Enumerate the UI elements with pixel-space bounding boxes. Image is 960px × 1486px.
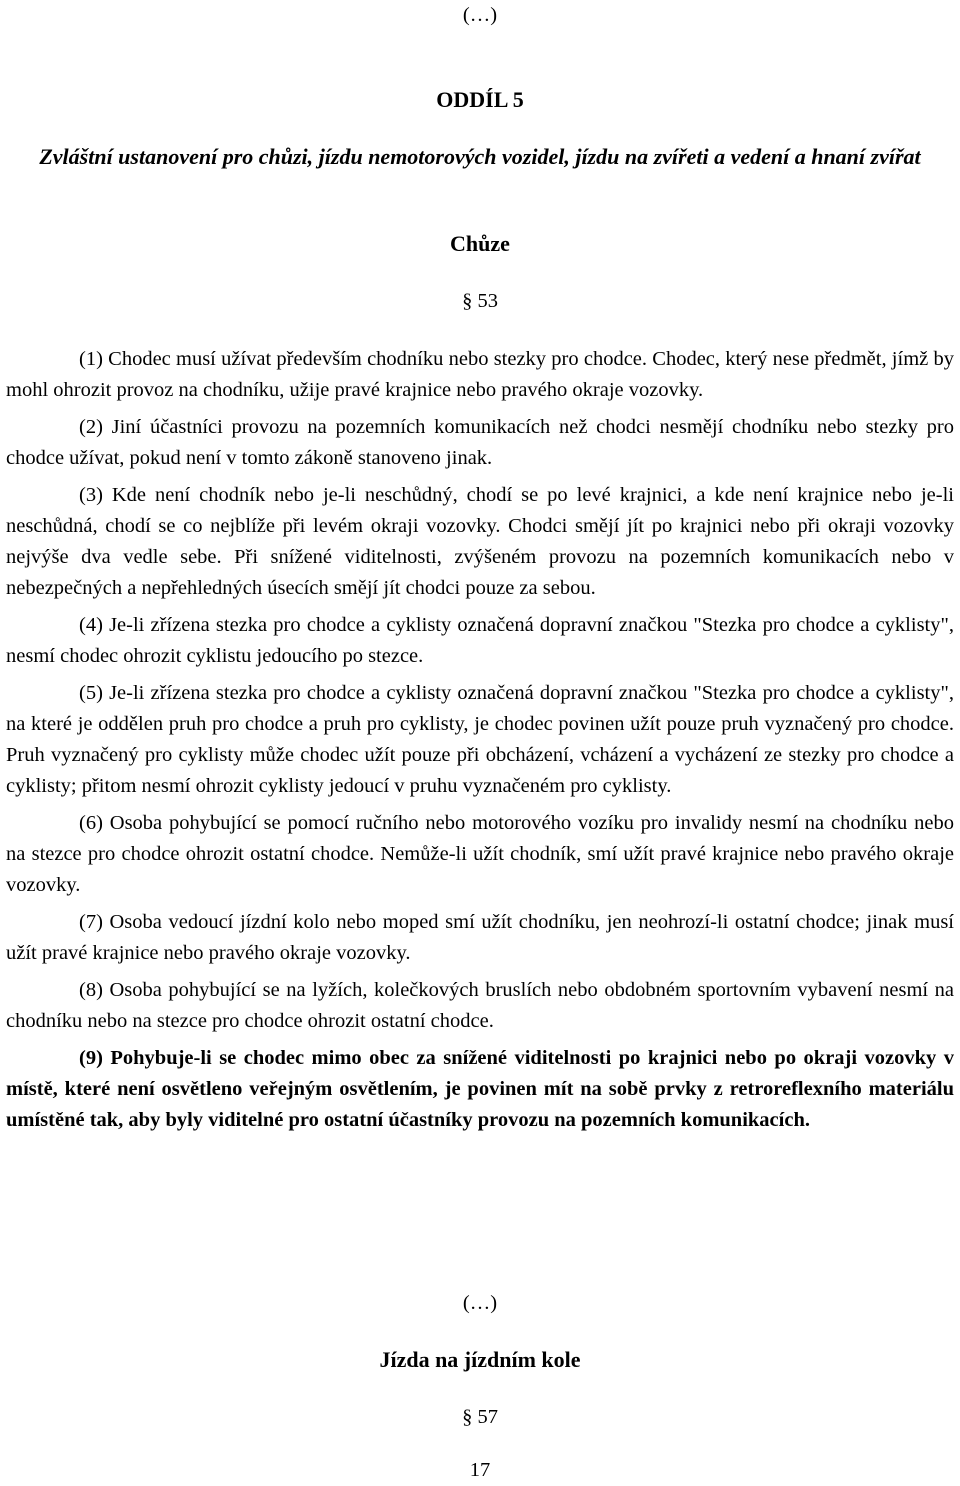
section-title: Zvláštní ustanovení pro chůzi, jízdu nemotorových vozidel, jízdu na zvířeti a vedení a hnaní zvířat xyxy=(39,144,921,169)
paragraph-3: (3) Kde není chodník nebo je-li neschůdný, chodí se po levé krajnici, a kde není krajnice nebo je-li neschůdná, chodí se co nejblíže při levém okraji vozovky. Chodci smějí jít po krajnici nebo při okraji vozovky nejvýše dva vedle sebe. Při snížené viditelnosti, zvýšeném provozu na pozemních komunikacích nebo v nebezpečných a nepřehledných úsecích smějí jít chodci pouze za sebou. xyxy=(6,484,954,599)
bottom-ellipsis: (…) xyxy=(462,1292,498,1314)
paragraph-2: (2) Jiní účastníci provozu na pozemních komunikacích než chodci nesmějí chodníku nebo stezky pro chodce užívat, pokud není v tomto zákoně stanoveno jinak. xyxy=(6,416,954,469)
paragraph-number: § 53 xyxy=(462,290,498,312)
paragraph-9: (9) Pohybuje-li se chodec mimo obec za snížené viditelnosti po krajnici nebo po okraji vozovky v místě, které není osvětleno veřejným osvětlením, je povinen mít na sobě prvky z retroreflexního materiálu umístěné tak, aby byly viditelné pro ostatní účastníky provozu na pozemních komunikacích. xyxy=(6,1047,954,1131)
paragraph-1: (1) Chodec musí užívat především chodníku nebo stezky pro chodce. Chodec, který nese předmět, jímž by mohl ohrozit provoz na chodníku, užije pravé krajnice nebo pravého okraje vozovky. xyxy=(6,348,954,401)
paragraph-7: (7) Osoba vedoucí jízdní kolo nebo moped smí užít chodníku, jen neohrozí-li ostatní chodce; jinak musí užít pravé krajnice nebo pravého okraje vozovky. xyxy=(6,911,954,964)
paragraph-4: (4) Je-li zřízena stezka pro chodce a cyklisty označená dopravní značkou "Stezka pro chodce a cyklisty", nesmí chodec ohrozit cyklistu jedoucího po stezce. xyxy=(6,614,954,667)
paragraph-8: (8) Osoba pohybující se na lyžích, kolečkových bruslích nebo obdobném sportovním vybavení nesmí na chodníku nebo na stezce pro chodce ohrozit ostatní chodce. xyxy=(6,979,954,1032)
paragraph-number-2: § 57 xyxy=(462,1406,498,1428)
subsection-title: Chůze xyxy=(450,231,510,256)
section-heading: ODDÍL 5 xyxy=(436,87,524,112)
paragraph-body xyxy=(6,344,954,1142)
top-ellipsis: (…) xyxy=(462,4,498,26)
paragraph-6: (6) Osoba pohybující se pomocí ručního nebo motorového vozíku pro invalidy nesmí na chodníku nebo na stezce pro chodce ohrozit ostatní chodce. Nemůže-li užít chodník, smí užít pravé krajnice nebo pravého okraje vozovky. xyxy=(6,812,954,896)
subsection-title-2: Jízda na jízdním kole xyxy=(379,1347,581,1372)
paragraph-5: (5) Je-li zřízena stezka pro chodce a cyklisty označená dopravní značkou "Stezka pro chodce a cyklisty", na které je oddělen pruh pro chodce a pruh pro cyklisty, je chodec povinen užít pouze pruh vyznačený pro chodce. Pruh vyznačený pro cyklisty může chodec užít pouze při obcházení, vcházení a vycházení ze stezky pro chodce a cyklisty; přitom nesmí ohrozit cyklisty jedoucí v pruhu vyznačeném pro cyklisty. xyxy=(6,682,954,797)
page-number: 17 xyxy=(469,1459,491,1481)
